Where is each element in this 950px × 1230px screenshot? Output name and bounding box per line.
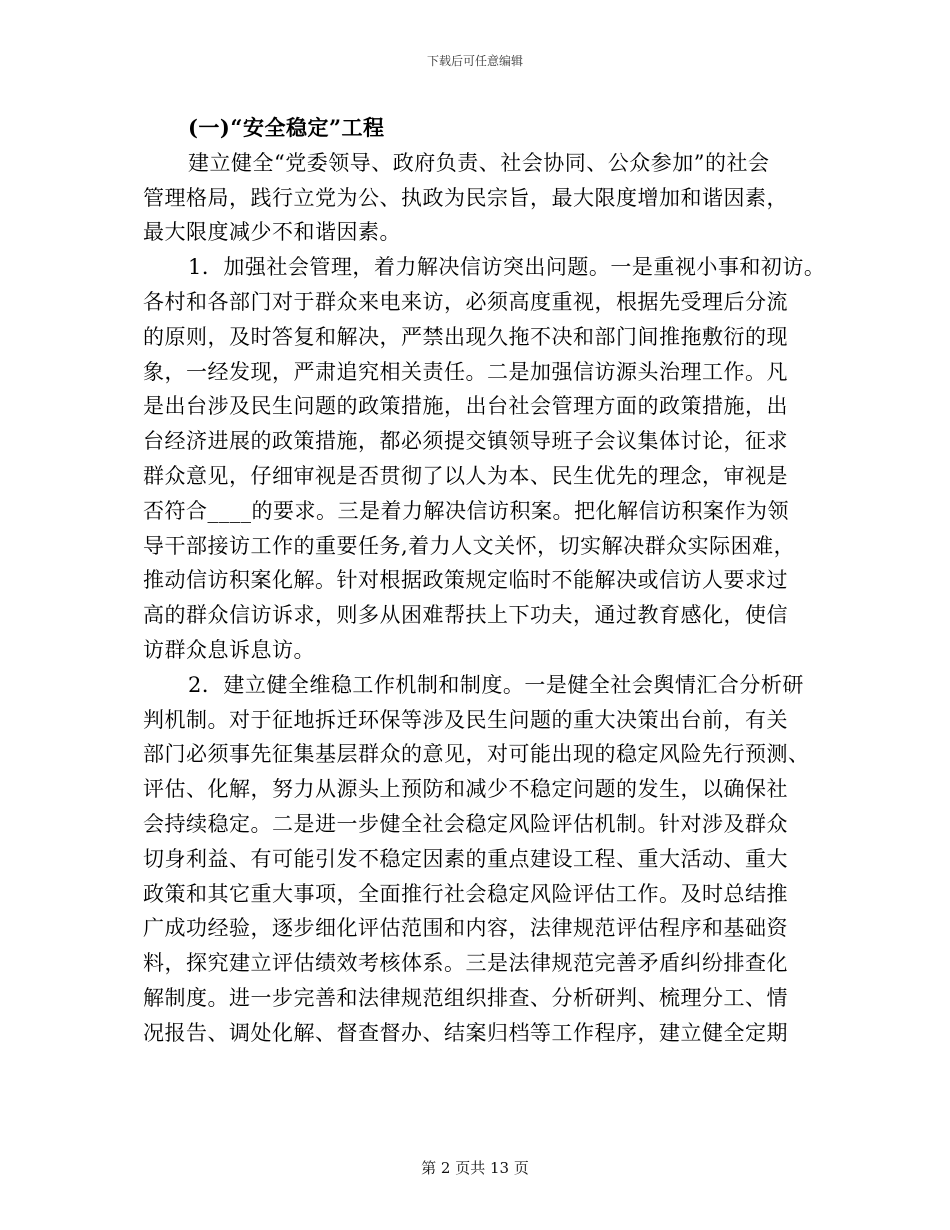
paragraph-line: 解制度。进一步完善和法律规范组织排查、分析研判、梳理分工、情 — [143, 985, 788, 1010]
page-footer: 第 2 页共 13 页 — [421, 1159, 529, 1177]
page-header: 下载后可任意编辑 — [426, 54, 523, 68]
paragraph-line: 的原则，及时答复和解决，严禁出现久拖不决和部门间推拖敷衍的现 — [143, 324, 788, 349]
paragraph-line: 1．加强社会管理，着力解决信访突出问题。一是重视小事和初访。 — [188, 255, 826, 280]
paragraph-line: 政策和其它重大事项，全面推行社会稳定风险评估工作。及时总结推 — [143, 881, 788, 906]
paragraph-line: 台经济进展的政策措施，都必须提交镇领导班子会议集体讨论，征求 — [143, 429, 788, 454]
paragraph-line: 广成功经验，逐步细化评估范围和内容，法律规范评估程序和基础资 — [143, 916, 788, 941]
paragraph-line: 推动信访积案化解。针对根据政策规定临时不能解决或信访人要求过 — [143, 568, 788, 593]
paragraph-line: 导干部接访工作的重要任务,着力人文关怀，切实解决群众实际困难， — [143, 533, 796, 558]
paragraph-line: 评估、化解，努力从源头上预防和减少不稳定问题的发生，以确保社 — [143, 777, 788, 802]
paragraph-line: 管理格局，践行立党为公、执政为民宗旨，最大限度增加和谐因素， — [143, 185, 788, 210]
paragraph-line: 群众意见，仔细审视是否贯彻了以人为本、民生优先的理念，审视是 — [143, 463, 788, 488]
paragraph-line: 象，一经发现，严肃追究相关责任。二是加强信访源头治理工作。凡 — [143, 359, 788, 384]
paragraph-line: 是出台涉及民生问题的政策措施，出台社会管理方面的政策措施，出 — [143, 394, 788, 419]
paragraph-line: 部门必须事先征集基层群众的意见，对可能出现的稳定风险先行预测、 — [143, 742, 810, 767]
paragraph-line: 访群众息诉息访。 — [143, 637, 315, 662]
paragraph-line: 判机制。对于征地拆迁环保等涉及民生问题的重大决策出台前，有关 — [143, 707, 788, 732]
paragraph-line: 2．建立健全维稳工作机制和制度。一是健全社会舆情汇合分析研 — [188, 672, 804, 697]
paragraph-line: 各村和各部门对于群众来电来访，必须高度重视，根据先受理后分流 — [143, 289, 788, 314]
paragraph-line: 最大限度减少不和谐因素。 — [143, 220, 401, 245]
paragraph-line: 况报告、调处化解、督查督办、结案归档等工作程序，建立健全定期 — [143, 1020, 788, 1045]
section-heading: (一)“安全稳定”工程 — [188, 115, 385, 140]
paragraph-line: 会持续稳定。二是进一步健全社会稳定风险评估机制。针对涉及群众 — [143, 811, 788, 836]
paragraph-line: 否符合____的要求。三是着力解决信访积案。把化解信访积案作为领 — [143, 498, 789, 523]
paragraph-line: 建立健全“党委领导、政府负责、社会协同、公众参加”的社会 — [188, 150, 770, 175]
paragraph-line: 切身利益、有可能引发不稳定因素的重点建设工程、重大活动、重大 — [143, 846, 788, 871]
paragraph-line: 高的群众信访诉求，则多从困难帮扶上下功夫，通过教育感化，使信 — [143, 603, 788, 628]
paragraph-line: 料，探究建立评估绩效考核体系。三是法律规范完善矛盾纠纷排查化 — [143, 951, 788, 976]
document-body — [143, 111, 833, 1051]
